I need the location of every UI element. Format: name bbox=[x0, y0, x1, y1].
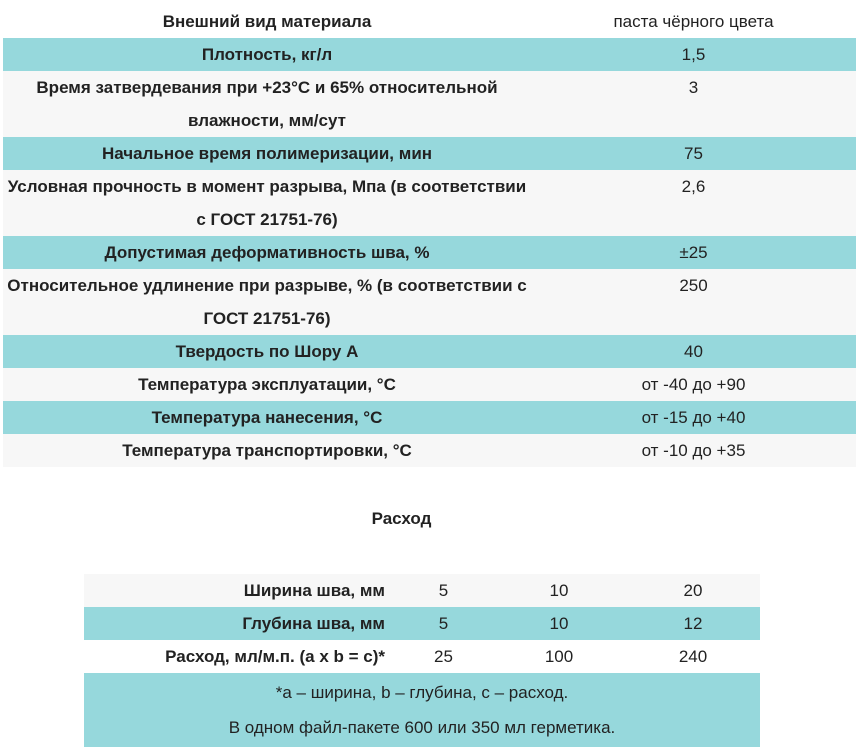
consumption-cell: 10 bbox=[549, 581, 569, 600]
consumption-row bbox=[84, 640, 760, 673]
property-value: 3 bbox=[688, 78, 699, 97]
consumption-row bbox=[84, 607, 760, 640]
property-row bbox=[3, 269, 856, 335]
property-label: Температура нанесения, °С bbox=[151, 408, 383, 427]
consumption-title: Расход bbox=[371, 509, 432, 528]
property-row bbox=[3, 335, 856, 368]
consumption-label: Расход, мл/м.п. (a x b = c)* bbox=[165, 647, 385, 666]
note-line: В одном файл-пакете 600 или 350 мл герметика. bbox=[228, 718, 616, 737]
consumption-cell: 20 bbox=[683, 581, 703, 600]
property-label: Температура эксплуатации, °С bbox=[138, 375, 396, 394]
property-value: 250 bbox=[679, 276, 708, 295]
property-value: ±25 bbox=[679, 243, 708, 262]
property-row bbox=[3, 6, 856, 38]
property-label: Плотность, кг/л bbox=[201, 45, 333, 64]
property-value: от -10 до +35 bbox=[641, 441, 746, 460]
property-row bbox=[3, 137, 856, 170]
property-value: 1,5 bbox=[681, 45, 706, 64]
property-label: Допустимая деформативность шва, % bbox=[104, 243, 430, 262]
properties-table bbox=[3, 6, 856, 467]
consumption-table bbox=[84, 574, 760, 747]
consumption-cell: 12 bbox=[683, 614, 703, 633]
consumption-note-row bbox=[84, 673, 760, 747]
property-row bbox=[3, 236, 856, 269]
consumption-note bbox=[84, 673, 760, 747]
property-row bbox=[3, 71, 856, 137]
consumption-cell: 5 bbox=[438, 581, 449, 600]
property-value: 40 bbox=[684, 342, 703, 361]
consumption-cell: 240 bbox=[678, 647, 708, 666]
property-label: Температура транспортировки, °С bbox=[122, 441, 412, 460]
consumption-label: Ширина шва, мм bbox=[243, 581, 385, 600]
consumption-cell: 10 bbox=[549, 614, 569, 633]
property-label: Внешний вид материала bbox=[162, 12, 372, 31]
property-value: паста чёрного цвета bbox=[613, 12, 774, 31]
property-row bbox=[3, 401, 856, 434]
property-row bbox=[3, 434, 856, 467]
property-value: от -15 до +40 bbox=[641, 408, 746, 427]
consumption-cell: 5 bbox=[438, 614, 449, 633]
property-row bbox=[3, 38, 856, 71]
property-value: 75 bbox=[684, 144, 703, 163]
property-label: Относительное удлинение при разрыве, % (в соответствии с ГОСТ 21751-76) bbox=[7, 276, 527, 328]
property-value: 2,6 bbox=[681, 177, 706, 196]
consumption-cell: 100 bbox=[544, 647, 574, 666]
property-row bbox=[3, 170, 856, 236]
consumption-cell: 25 bbox=[434, 647, 453, 666]
note-line: *a – ширина, b – глубина, c – расход. bbox=[275, 683, 569, 702]
consumption-label: Глубина шва, мм bbox=[242, 614, 385, 633]
property-label: Твердость по Шору А bbox=[175, 342, 359, 361]
property-label: Время затвердевания при +23°С и 65% относительной влажности, мм/сут bbox=[36, 78, 498, 130]
property-label: Условная прочность в момент разрыва, Мпа (в соответствии с ГОСТ 21751-76) bbox=[7, 177, 527, 229]
consumption-row bbox=[84, 574, 760, 607]
property-value: от -40 до +90 bbox=[641, 375, 746, 394]
property-row bbox=[3, 368, 856, 401]
property-label: Начальное время полимеризации, мин bbox=[101, 144, 433, 163]
